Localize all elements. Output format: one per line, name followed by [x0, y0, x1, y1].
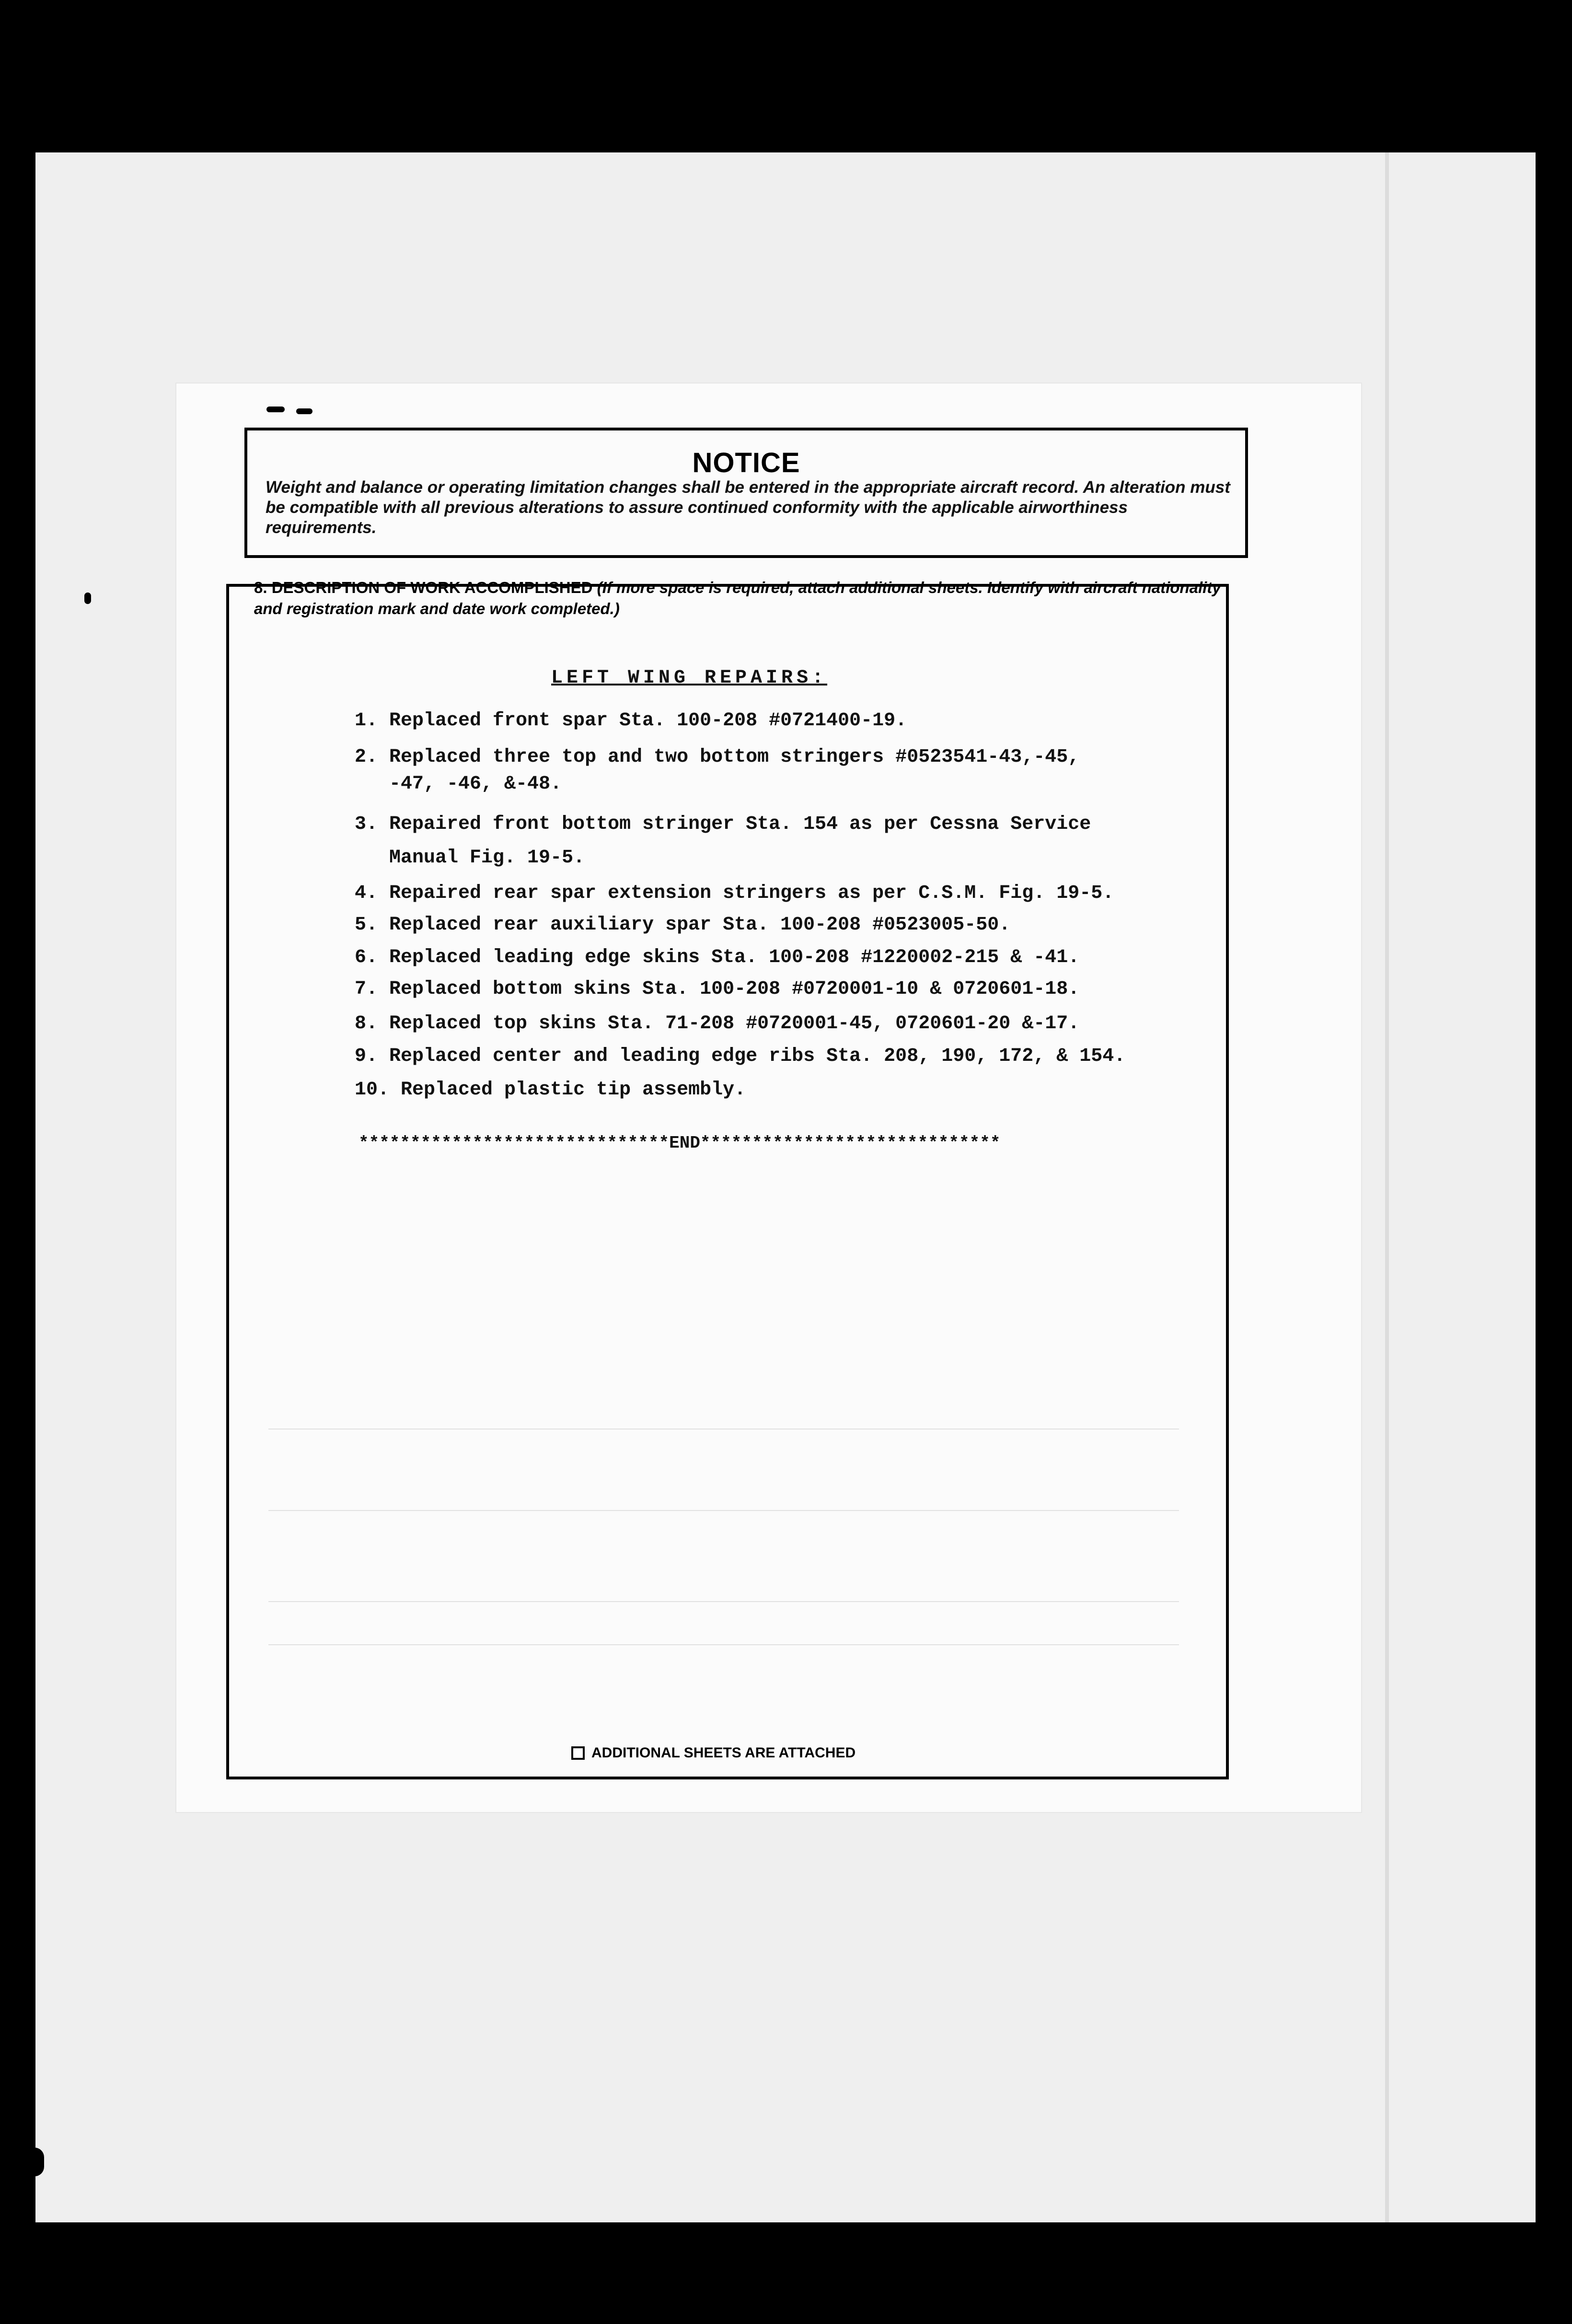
work-description-instructions: (If more space is required, attach additional sheets. Identify with aircraft nationality and registration mark and date work completed.)	[254, 579, 1221, 617]
notice-text: Weight and balance or operating limitation changes shall be entered in the appropriate aircraft record. An alteration must be compatible with all previous alterations to assure continued conformity with the applicable airworthiness requirements.	[266, 478, 1230, 537]
scan-mark	[25, 2148, 44, 2176]
work-description-label: DESCRIPTION OF WORK ACCOMPLISHED	[271, 579, 593, 596]
repair-line: Manual Fig. 19-5.	[355, 847, 585, 869]
item-number: 8.	[254, 579, 267, 596]
repair-line: 6. Replaced leading edge skins Sta. 100-208 #1220002-215 & -41.	[355, 947, 1080, 968]
repair-line: -47, -46, &-48.	[355, 773, 562, 795]
repairs-title: LEFT WING REPAIRS:	[551, 667, 828, 689]
repair-line: 4. Repaired rear spar extension stringers as per C.S.M. Fig. 19-5.	[355, 883, 1114, 904]
end-marker: ******************************END*****************************	[358, 1133, 1001, 1153]
repair-line: 2. Replaced three top and two bottom stringers #0523541-43,-45,	[355, 746, 1080, 768]
additional-sheets-checkbox[interactable]	[571, 1746, 585, 1760]
repair-line: 7. Replaced bottom skins Sta. 100-208 #0720001-10 & 0720601-18.	[355, 978, 1080, 1000]
scan-mark	[266, 407, 285, 412]
notice-box	[244, 428, 1248, 558]
repair-line: 10. Replaced plastic tip assembly.	[355, 1079, 746, 1101]
repair-line: 5. Replaced rear auxiliary spar Sta. 100-208 #0523005-50.	[355, 914, 1011, 936]
repair-line: 9. Replaced center and leading edge ribs Sta. 208, 190, 172, & 154.	[355, 1046, 1126, 1067]
additional-sheets-attached[interactable]	[571, 1745, 855, 1761]
repair-line: 8. Replaced top skins Sta. 71-208 #0720001-45, 0720601-20 &-17.	[355, 1013, 1080, 1034]
repair-line: 1. Replaced front spar Sta. 100-208 #0721400-19.	[355, 710, 907, 732]
work-description-heading	[254, 577, 1222, 619]
scan-mark	[84, 593, 91, 604]
notice-title: NOTICE	[692, 447, 800, 478]
repair-line: 3. Repaired front bottom stringer Sta. 154 as per Cessna Service	[355, 813, 1091, 835]
backing-page-fold	[1385, 152, 1389, 2222]
scan-mark	[296, 408, 312, 414]
additional-sheets-label: ADDITIONAL SHEETS ARE ATTACHED	[591, 1745, 856, 1761]
